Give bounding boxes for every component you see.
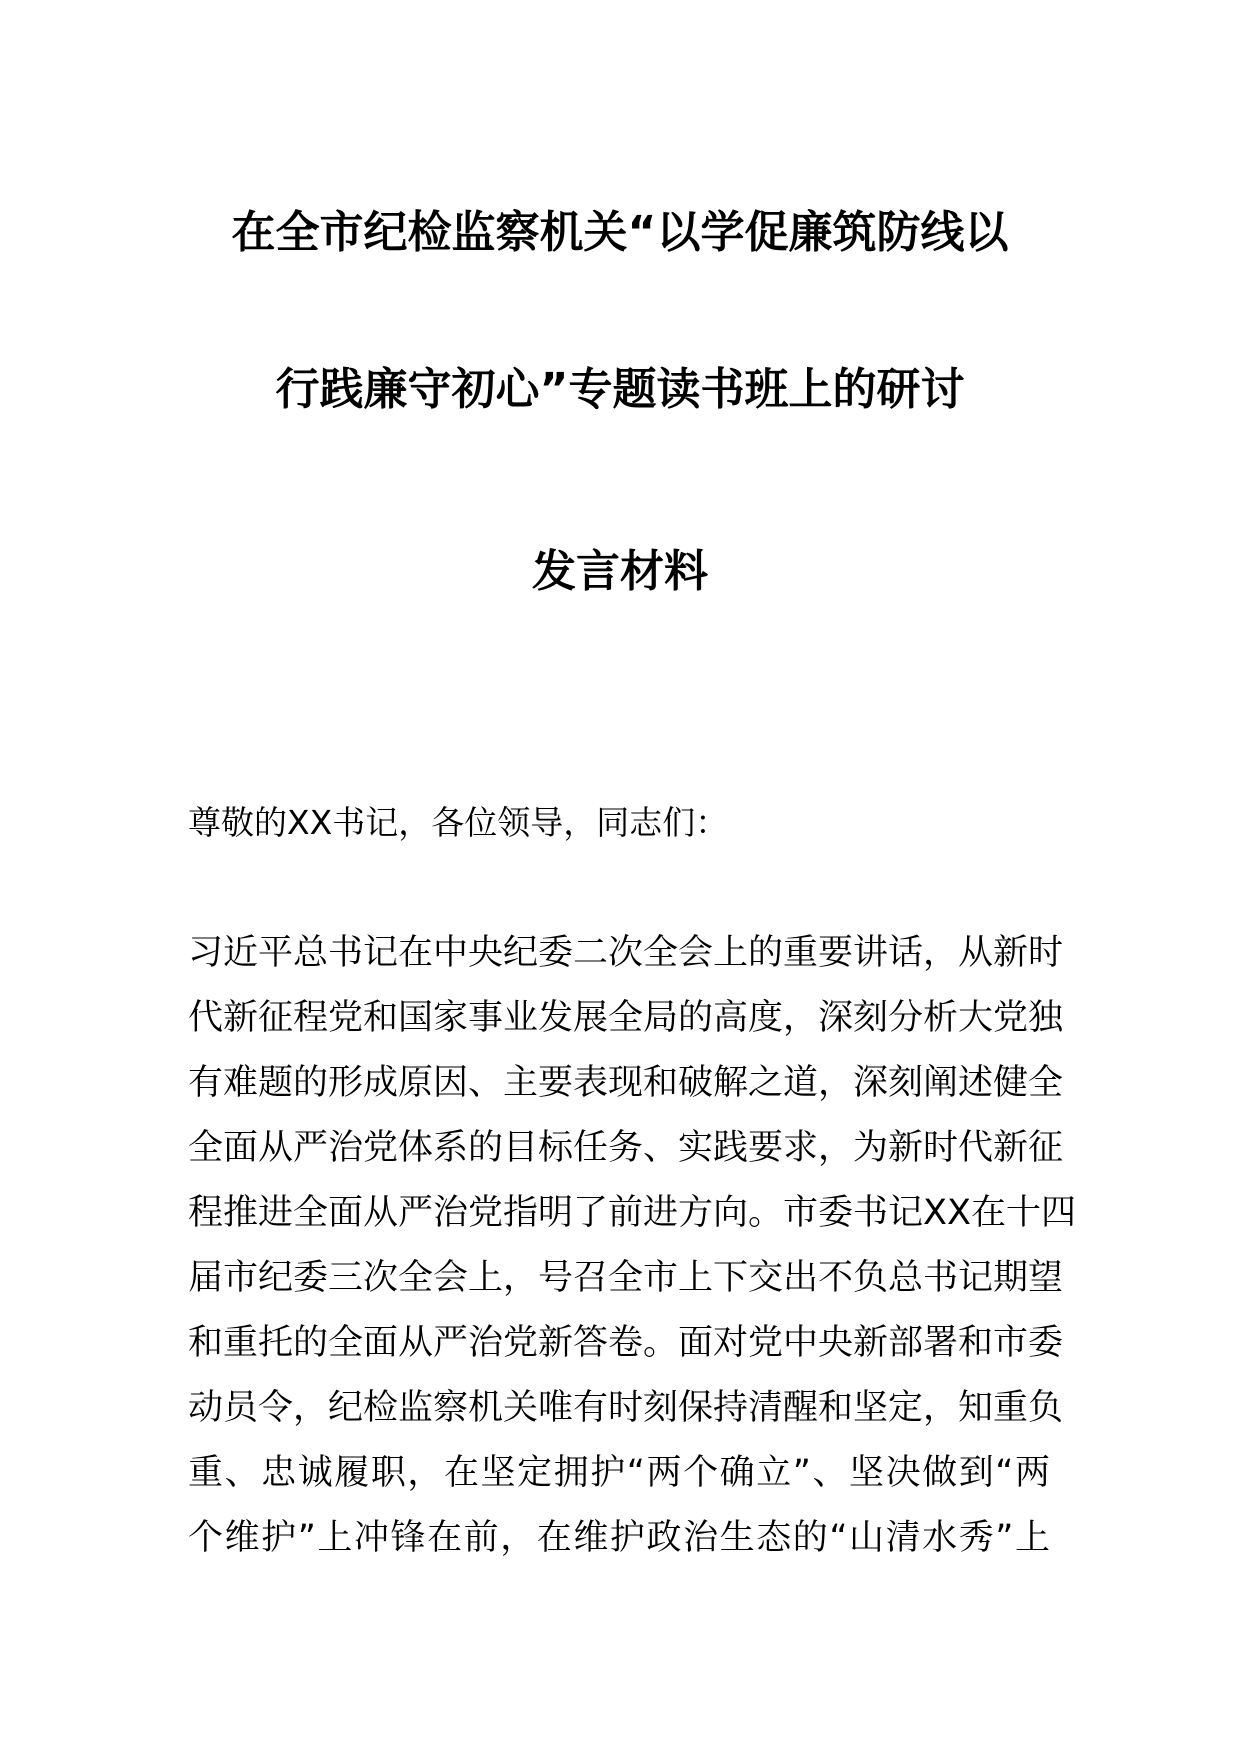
body-line: 习近平总书记在中央纪委二次全会上的重要讲话，从新时 (188, 933, 1064, 973)
body-line: 有难题的形成原因、主要表现和破解之道，深刻阐述健全 (188, 1063, 1064, 1103)
salutation: 尊敬的XX书记，各位领导，同志们： (188, 803, 729, 842)
body-paragraph (188, 925, 1076, 1575)
body-line: 届市纪委三次全会上，号召全市上下交出不负总书记期望 (188, 1258, 1064, 1298)
title-line-2: 行践廉守初心”专题读书班上的研讨 (275, 364, 965, 415)
body-line: 代新征程党和国家事业发展全局的高度，深刻分析大党独 (188, 998, 1064, 1038)
body-line: 和重托的全面从严治党新答卷。面对党中央新部署和市委 (188, 1323, 1064, 1363)
body-line: 动员令，纪检监察机关唯有时刻保持清醒和坚定，知重负 (188, 1388, 1064, 1428)
title-line-3: 发言材料 (532, 546, 708, 597)
title-line-1: 在全市纪检监察机关“以学促廉筑防线以 (231, 207, 1009, 258)
body-line: 全面从严治党体系的目标任务、实践要求，为新时代新征 (188, 1128, 1064, 1168)
body-line: 个维护”上冲锋在前，在维护政治生态的“山清水秀”上 (188, 1518, 1050, 1558)
body-line: 程推进全面从严治党指明了前进方向。市委书记XX在十四 (188, 1193, 1076, 1233)
body-line: 重、忠诚履职，在坚定拥护“两个确立”、坚决做到“两 (188, 1453, 1050, 1493)
